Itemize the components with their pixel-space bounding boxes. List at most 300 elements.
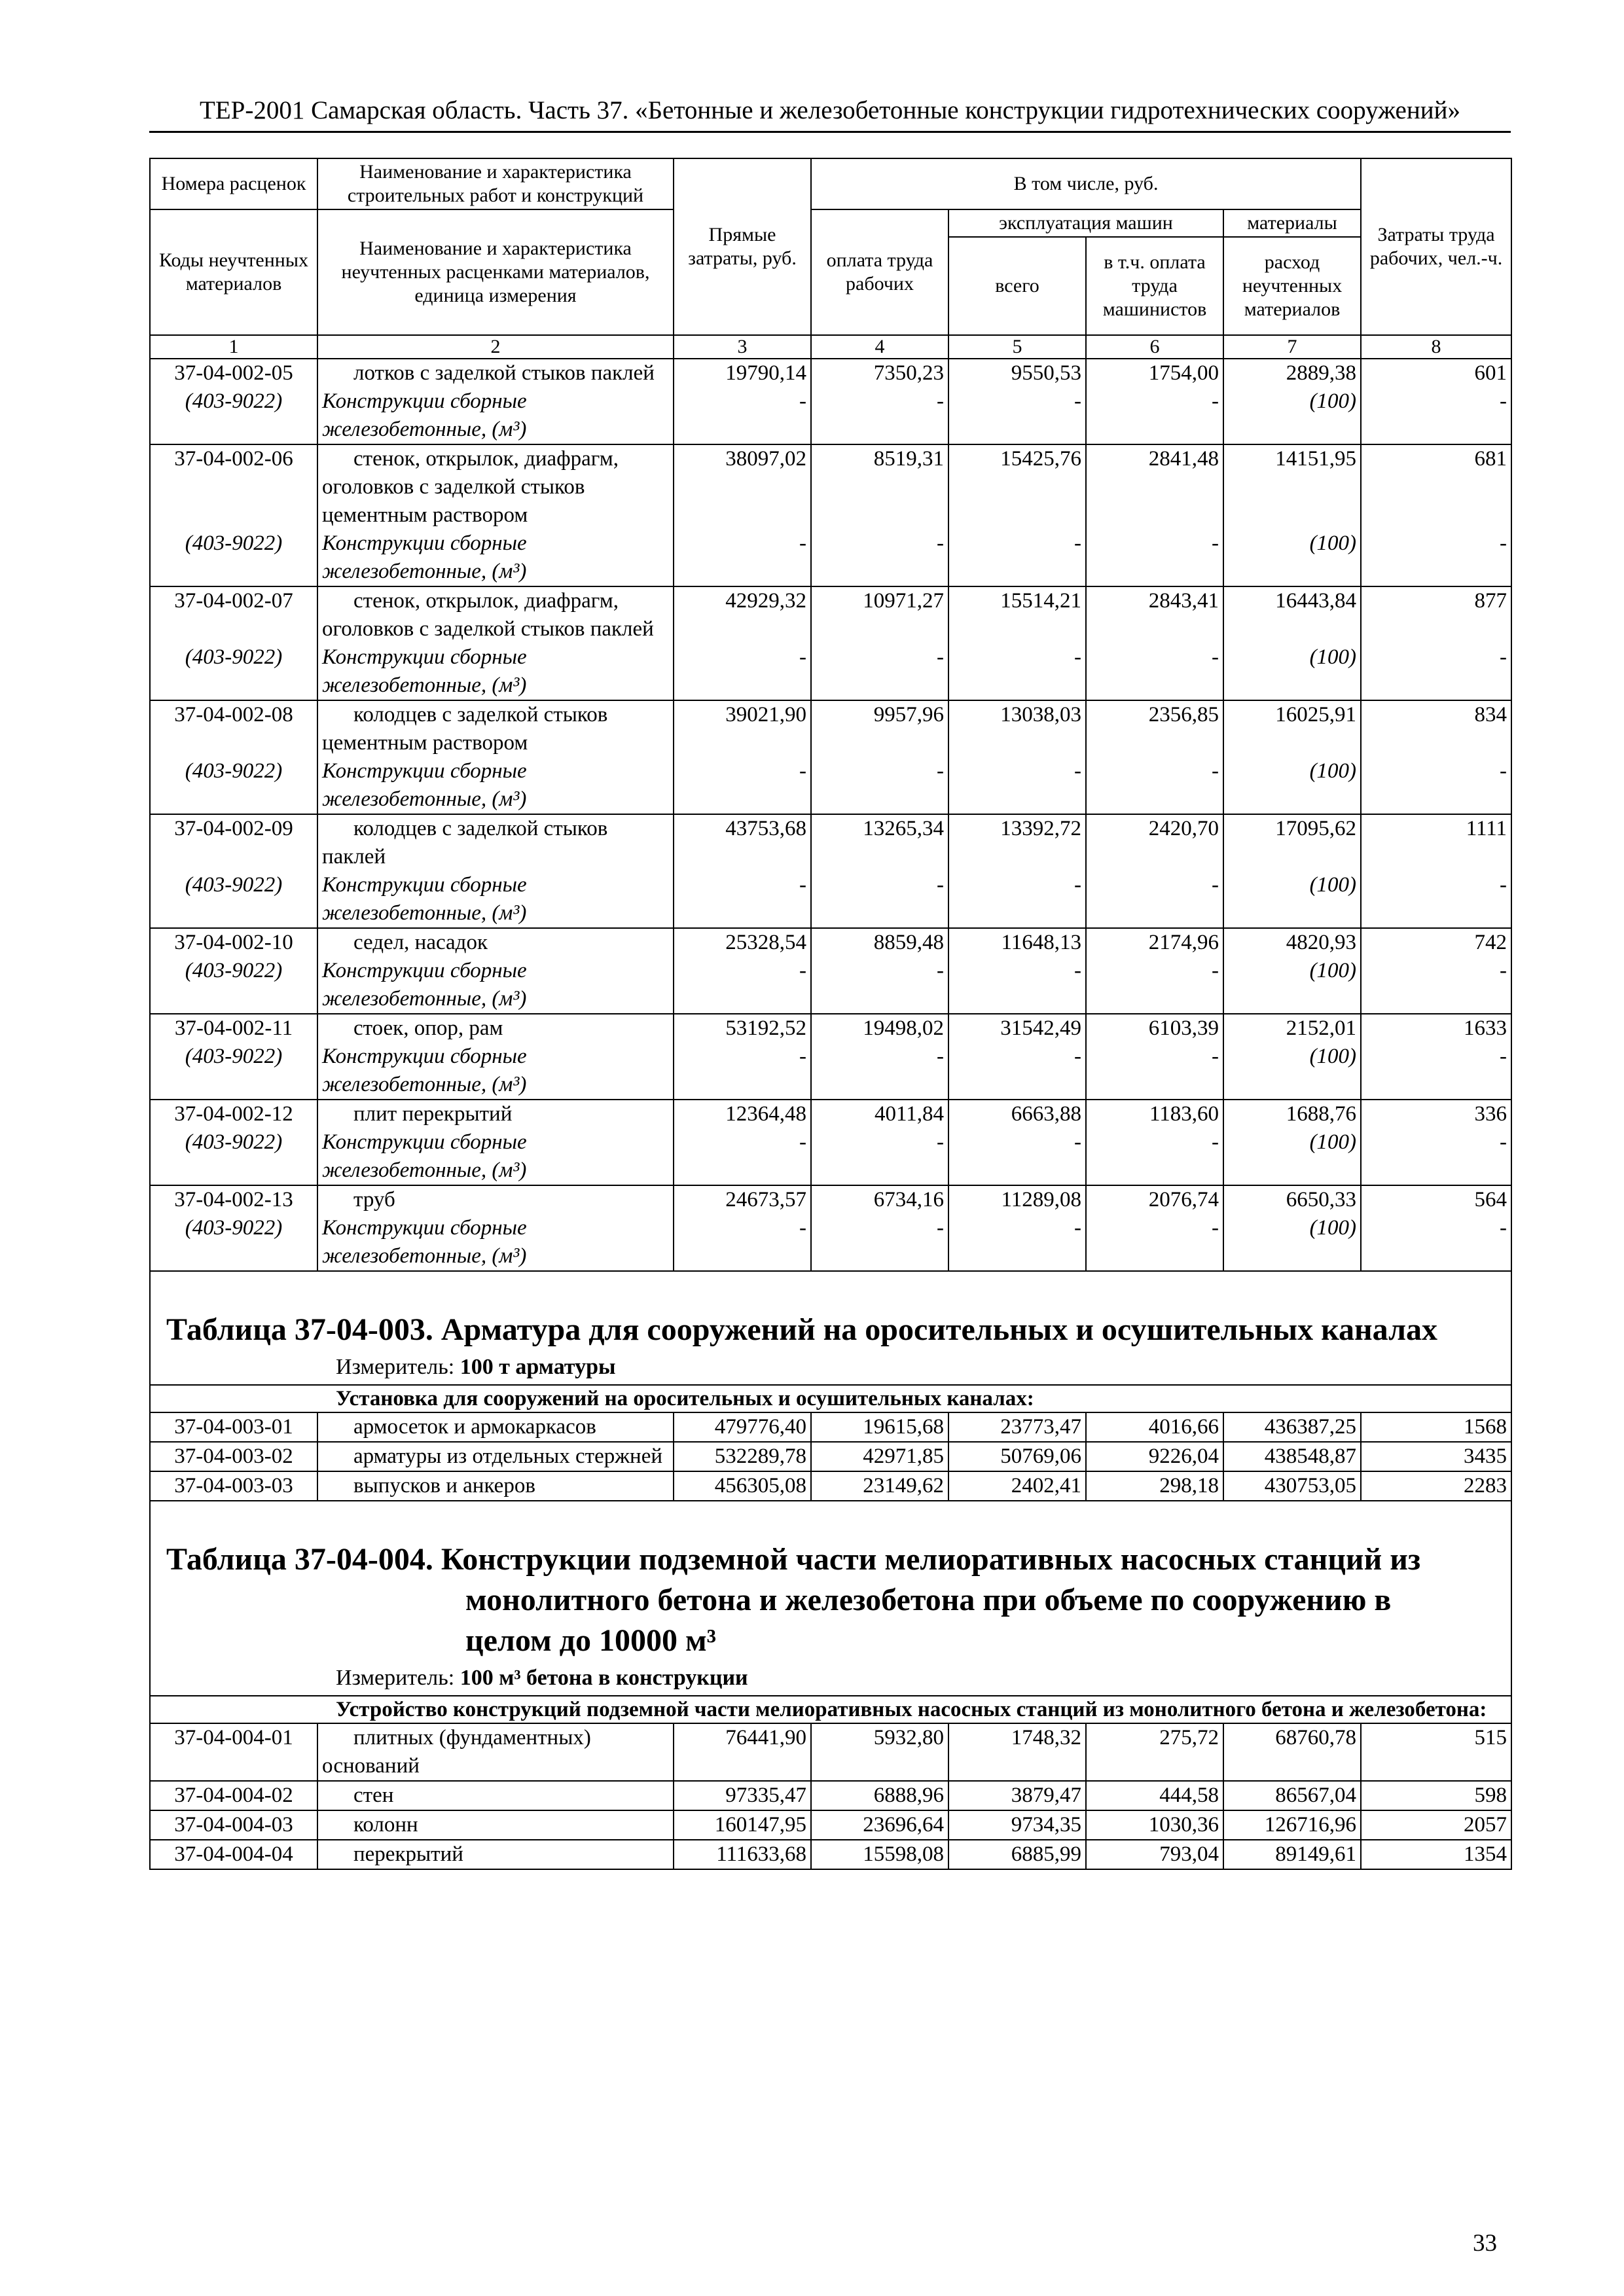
dash: - <box>1212 1130 1219 1154</box>
labor-cell <box>1361 359 1511 444</box>
direct-cost: 479776,40 <box>674 1412 811 1442</box>
wages-cell <box>811 928 948 1014</box>
direct-cost: 25328,54 <box>725 931 806 954</box>
rate-code: 37-04-002-08 <box>174 703 293 726</box>
rate-code: 37-04-002-10 <box>174 931 293 954</box>
material-quantity: (100) <box>1309 1045 1357 1068</box>
materials: 68760,78 <box>1223 1723 1361 1781</box>
labor: 1111 <box>1466 817 1507 840</box>
machinist-wages: 2174,96 <box>1148 931 1219 954</box>
table-003-heading <box>150 1271 1511 1385</box>
rate-code: 37-04-004-01 <box>150 1723 317 1781</box>
material-code: (403-9022) <box>185 1045 283 1068</box>
materials-cell <box>1223 700 1361 814</box>
material-code: (403-9022) <box>185 1130 283 1154</box>
labor: 3435 <box>1361 1442 1511 1471</box>
machines-total: 15425,76 <box>1000 447 1081 471</box>
dash: - <box>799 531 806 555</box>
header-work-name: Наименование и характеристика строительных работ и конструкций <box>317 158 674 209</box>
dash: - <box>1074 1216 1081 1240</box>
wages: 23149,62 <box>811 1471 948 1501</box>
material-quantity: (100) <box>1309 873 1357 897</box>
machinist-wages: 298,18 <box>1086 1471 1223 1501</box>
direct-cost: 456305,08 <box>674 1471 811 1501</box>
work-name: плитных (фундаментных) оснований <box>317 1723 674 1781</box>
wages: 19498,02 <box>863 1016 944 1040</box>
materials-cell <box>1223 1100 1361 1185</box>
labor: 598 <box>1361 1781 1511 1810</box>
labor: 1633 <box>1464 1016 1507 1040</box>
table-row <box>150 700 1511 814</box>
dash: - <box>1500 389 1507 413</box>
direct-cost: 53192,52 <box>725 1016 806 1040</box>
dash: - <box>1074 1130 1081 1154</box>
rate-code: 37-04-003-01 <box>150 1412 317 1442</box>
machines-total-cell <box>948 1185 1086 1271</box>
materials-cell <box>1223 928 1361 1014</box>
running-header: ТЕР-2001 Самарская область. Часть 37. «Бетонные и железобетонные конструкции гидротехнических сооружений» <box>200 96 1460 124</box>
machines-total-cell <box>948 1100 1086 1185</box>
dash: - <box>937 873 944 897</box>
material-code: (403-9022) <box>185 873 283 897</box>
materials: 2889,38 <box>1286 361 1357 385</box>
dash: - <box>1212 1045 1219 1068</box>
rates-table <box>149 158 1512 1870</box>
rate-code-cell <box>150 1185 317 1271</box>
machines-total: 6663,88 <box>1011 1102 1081 1126</box>
material-code: (403-9022) <box>185 959 283 982</box>
dash: - <box>799 1216 806 1240</box>
dash: - <box>937 759 944 783</box>
labor: 681 <box>1474 447 1507 471</box>
direct-cost: 42929,32 <box>725 589 806 613</box>
table-row <box>150 1810 1511 1840</box>
header-direct-costs: Прямые затраты, руб. <box>674 158 811 335</box>
labor-cell <box>1361 1014 1511 1100</box>
rate-code: 37-04-004-03 <box>150 1810 317 1840</box>
dash: - <box>1212 645 1219 669</box>
labor: 1568 <box>1361 1412 1511 1442</box>
machines-total-cell <box>948 814 1086 928</box>
header-machinist-wages: в т.ч. оплата труда машинистов <box>1086 237 1223 335</box>
labor: 336 <box>1474 1102 1507 1126</box>
labor: 877 <box>1474 589 1507 613</box>
table-row <box>150 1014 1511 1100</box>
work-name: колодцев с заделкой стыков паклей <box>322 817 608 869</box>
dash: - <box>799 759 806 783</box>
labor-cell <box>1361 814 1511 928</box>
direct-cost: 39021,90 <box>725 703 806 726</box>
labor: 742 <box>1474 931 1507 954</box>
machines-total-cell <box>948 359 1086 444</box>
work-name-cell <box>317 1185 674 1271</box>
machines-total: 2402,41 <box>948 1471 1086 1501</box>
machinist-wages: 9226,04 <box>1086 1442 1223 1471</box>
direct-cost: 160147,95 <box>674 1810 811 1840</box>
materials: 14151,95 <box>1275 447 1357 471</box>
material-name: Конструкции сборные железобетонные, (м³) <box>322 1045 527 1096</box>
machines-total-cell <box>948 444 1086 586</box>
materials: 436387,25 <box>1223 1412 1361 1442</box>
labor: 564 <box>1474 1188 1507 1211</box>
rate-code: 37-04-002-07 <box>174 589 293 613</box>
work-name: седел, насадок <box>353 931 488 954</box>
table-row <box>150 814 1511 928</box>
labor-cell <box>1361 1100 1511 1185</box>
machines-total: 13392,72 <box>1000 817 1081 840</box>
machinist-wages: 793,04 <box>1086 1840 1223 1869</box>
labor-cell <box>1361 586 1511 700</box>
material-code: (403-9022) <box>185 759 283 783</box>
machinist-wages-cell <box>1086 928 1223 1014</box>
machines-total: 11289,08 <box>1001 1188 1081 1211</box>
materials-cell <box>1223 1185 1361 1271</box>
table-004-section: Устройство конструкций подземной части мелиоративных насосных станций из монолитного бетона и железобетона: <box>150 1696 1511 1723</box>
rate-code-cell <box>150 1014 317 1100</box>
work-name-cell <box>317 700 674 814</box>
machinist-wages: 4016,66 <box>1086 1412 1223 1442</box>
direct-cost: 76441,90 <box>674 1723 811 1781</box>
rate-code: 37-04-002-11 <box>174 1016 293 1040</box>
rate-code-cell <box>150 700 317 814</box>
labor-cell <box>1361 700 1511 814</box>
table-004-measurer: Измеритель: 100 м³ бетона в конструкции <box>336 1666 748 1690</box>
material-quantity: (100) <box>1309 389 1357 413</box>
materials: 16025,91 <box>1275 703 1357 726</box>
machinist-wages-cell <box>1086 444 1223 586</box>
wages-cell <box>811 444 948 586</box>
direct-cost: 43753,68 <box>725 817 806 840</box>
dash: - <box>799 1045 806 1068</box>
wages: 23696,64 <box>811 1810 948 1840</box>
machinist-wages-cell <box>1086 1100 1223 1185</box>
dash: - <box>937 959 944 982</box>
machines-total: 1748,32 <box>948 1723 1086 1781</box>
wages: 8519,31 <box>873 447 944 471</box>
header-machines: эксплуатация машин <box>948 209 1223 237</box>
materials: 89149,61 <box>1223 1840 1361 1869</box>
header-machines-total: всего <box>948 237 1086 335</box>
table-row <box>150 1471 1511 1501</box>
material-code: (403-9022) <box>185 389 283 413</box>
table-003-title: Таблица 37-04-003. Арматура для сооружений на оросительных и осушительных каналах <box>166 1312 1438 1347</box>
dash: - <box>1212 759 1219 783</box>
work-name: лотков с заделкой стыков паклей <box>353 361 655 385</box>
rate-code: 37-04-002-06 <box>174 447 293 471</box>
rate-code-cell <box>150 586 317 700</box>
labor: 2283 <box>1361 1471 1511 1501</box>
machines-total: 13038,03 <box>1000 703 1081 726</box>
header-unaccounted-materials: расход неучтенных материалов <box>1223 237 1361 335</box>
machines-total: 11648,13 <box>1001 931 1081 954</box>
material-name: Конструкции сборные железобетонные, (м³) <box>322 645 527 697</box>
wages: 13265,34 <box>863 817 944 840</box>
materials-cell <box>1223 444 1361 586</box>
machinist-wages: 6103,39 <box>1148 1016 1219 1040</box>
dash: - <box>1074 873 1081 897</box>
materials: 6650,33 <box>1286 1188 1357 1211</box>
rate-code-cell <box>150 814 317 928</box>
wages: 42971,85 <box>811 1442 948 1471</box>
header-labor-costs: Затраты труда рабочих, чел.-ч. <box>1361 158 1511 335</box>
table-004-title: Таблица 37-04-004. Конструкции подземной части мелиоративных насосных станций из монолитного бетона и железобетона при объеме по сооружению в целом до 10000 м³ <box>166 1542 1421 1658</box>
materials: 1688,76 <box>1286 1102 1357 1126</box>
work-name: стен <box>317 1781 674 1810</box>
work-name: выпусков и анкеров <box>317 1471 674 1501</box>
dash: - <box>1074 759 1081 783</box>
machines-total: 9550,53 <box>1011 361 1081 385</box>
wages-cell <box>811 1100 948 1185</box>
table-row <box>150 586 1511 700</box>
material-quantity: (100) <box>1309 531 1357 555</box>
work-name-cell <box>317 586 674 700</box>
direct-cost-cell <box>674 814 811 928</box>
table-row <box>150 444 1511 586</box>
table-003-section: Установка для сооружений на оросительных и осушительных каналах: <box>150 1385 1511 1412</box>
labor-cell <box>1361 444 1511 586</box>
dash: - <box>1500 759 1507 783</box>
table-row <box>150 1412 1511 1442</box>
wages: 4011,84 <box>874 1102 944 1126</box>
wages: 6888,96 <box>811 1781 948 1810</box>
dash: - <box>937 531 944 555</box>
labor: 515 <box>1361 1723 1511 1781</box>
machinist-wages-cell <box>1086 359 1223 444</box>
material-quantity: (100) <box>1309 959 1357 982</box>
labor: 2057 <box>1361 1810 1511 1840</box>
wages-cell <box>811 814 948 928</box>
rate-code: 37-04-002-13 <box>174 1188 293 1211</box>
machines-total: 15514,21 <box>1000 589 1081 613</box>
work-name: плит перекрытий <box>353 1102 513 1126</box>
table-row <box>150 359 1511 444</box>
material-name: Конструкции сборные железобетонные, (м³) <box>322 389 527 441</box>
materials: 86567,04 <box>1223 1781 1361 1810</box>
labor-cell <box>1361 928 1511 1014</box>
machinist-wages-cell <box>1086 1185 1223 1271</box>
direct-cost: 12364,48 <box>725 1102 806 1126</box>
machinist-wages-cell <box>1086 814 1223 928</box>
work-name: армосеток и армокаркасов <box>317 1412 674 1442</box>
work-name-cell <box>317 1014 674 1100</box>
dash: - <box>1212 531 1219 555</box>
column-numbers-row: 1 2 3 4 5 6 7 8 <box>150 335 1511 359</box>
machinist-wages: 2420,70 <box>1148 817 1219 840</box>
dash: - <box>1212 1216 1219 1240</box>
rate-code-cell <box>150 1100 317 1185</box>
machinist-wages-cell <box>1086 1014 1223 1100</box>
machines-total-cell <box>948 928 1086 1014</box>
material-name: Конструкции сборные железобетонные, (м³) <box>322 759 527 811</box>
wages-cell <box>811 1185 948 1271</box>
header-materials: материалы <box>1223 209 1361 237</box>
material-name: Конструкции сборные железобетонные, (м³) <box>322 531 527 583</box>
dash: - <box>799 959 806 982</box>
machinist-wages: 2843,41 <box>1148 589 1219 613</box>
direct-cost: 111633,68 <box>674 1840 811 1869</box>
dash: - <box>1500 645 1507 669</box>
table-row <box>150 1185 1511 1271</box>
dash: - <box>1074 959 1081 982</box>
dash: - <box>1500 531 1507 555</box>
materials-cell <box>1223 814 1361 928</box>
wages: 6734,16 <box>873 1188 944 1211</box>
rate-code: 37-04-003-02 <box>150 1442 317 1471</box>
wages: 5932,80 <box>811 1723 948 1781</box>
material-name: Конструкции сборные железобетонные, (м³) <box>322 959 527 1011</box>
table-row <box>150 1840 1511 1869</box>
wages: 7350,23 <box>873 361 944 385</box>
material-quantity: (100) <box>1309 759 1357 783</box>
dash: - <box>1212 389 1219 413</box>
rate-code-cell <box>150 359 317 444</box>
material-name: Конструкции сборные железобетонные, (м³) <box>322 1130 527 1182</box>
machinist-wages-cell <box>1086 586 1223 700</box>
labor: 834 <box>1474 703 1507 726</box>
machinist-wages: 1754,00 <box>1148 361 1219 385</box>
work-name: стенок, открылок, диафрагм, оголовков с заделкой стыков паклей <box>322 589 654 641</box>
direct-cost: 97335,47 <box>674 1781 811 1810</box>
table-row <box>150 1781 1511 1810</box>
direct-cost-cell <box>674 359 811 444</box>
rate-code: 37-04-002-05 <box>174 361 293 385</box>
direct-cost: 38097,02 <box>725 447 806 471</box>
machinist-wages: 1030,36 <box>1086 1810 1223 1840</box>
machinist-wages: 444,58 <box>1086 1781 1223 1810</box>
materials: 430753,05 <box>1223 1471 1361 1501</box>
machines-total: 9734,35 <box>948 1810 1086 1840</box>
material-name: Конструкции сборные железобетонные, (м³) <box>322 873 527 925</box>
machinist-wages: 2076,74 <box>1148 1188 1219 1211</box>
materials: 126716,96 <box>1223 1810 1361 1840</box>
materials: 17095,62 <box>1275 817 1357 840</box>
work-name: перекрытий <box>317 1840 674 1869</box>
rate-code-cell <box>150 928 317 1014</box>
dash: - <box>1074 531 1081 555</box>
header-rate-numbers: Номера расценок <box>150 158 317 209</box>
header-wages: оплата труда рабочих <box>811 209 948 335</box>
direct-cost-cell <box>674 444 811 586</box>
direct-cost-cell <box>674 1100 811 1185</box>
material-code: (403-9022) <box>185 531 283 555</box>
work-name: арматуры из отдельных стержней <box>317 1442 674 1471</box>
work-name: колонн <box>317 1810 674 1840</box>
rate-code: 37-04-002-09 <box>174 817 293 840</box>
machines-total: 23773,47 <box>948 1412 1086 1442</box>
work-name: колодцев с заделкой стыков цементным раствором <box>322 703 608 755</box>
material-quantity: (100) <box>1309 1130 1357 1154</box>
machines-total-cell <box>948 1014 1086 1100</box>
wages: 8859,48 <box>873 931 944 954</box>
table-004-heading <box>150 1501 1511 1696</box>
table-003-measurer: Измеритель: 100 т арматуры <box>336 1355 616 1379</box>
direct-cost: 532289,78 <box>674 1442 811 1471</box>
materials-cell <box>1223 359 1361 444</box>
dash: - <box>1500 1130 1507 1154</box>
table-row <box>150 928 1511 1014</box>
dash: - <box>1074 1045 1081 1068</box>
wages-cell <box>811 700 948 814</box>
wages-cell <box>811 359 948 444</box>
direct-cost-cell <box>674 586 811 700</box>
dash: - <box>937 1045 944 1068</box>
labor: 601 <box>1474 361 1507 385</box>
machines-total-cell <box>948 700 1086 814</box>
rate-code: 37-04-003-03 <box>150 1471 317 1501</box>
dash: - <box>799 1130 806 1154</box>
table-row <box>150 1100 1511 1185</box>
header-including: В том числе, руб. <box>811 158 1361 209</box>
dash: - <box>1500 959 1507 982</box>
materials: 438548,87 <box>1223 1442 1361 1471</box>
wages: 9957,96 <box>873 703 944 726</box>
rate-code: 37-04-004-04 <box>150 1840 317 1869</box>
dash: - <box>1212 873 1219 897</box>
materials: 4820,93 <box>1286 931 1357 954</box>
table-row <box>150 1442 1511 1471</box>
machines-total: 31542,49 <box>1000 1016 1081 1040</box>
header-material-name: Наименование и характеристика неучтенных расценками материалов, единица измерения <box>317 209 674 335</box>
wages: 15598,08 <box>811 1840 948 1869</box>
material-quantity: (100) <box>1309 645 1357 669</box>
dash: - <box>1074 645 1081 669</box>
machines-total: 50769,06 <box>948 1442 1086 1471</box>
work-name: труб <box>353 1188 395 1211</box>
rate-code-cell <box>150 444 317 586</box>
header-rule <box>149 131 1511 133</box>
materials: 2152,01 <box>1286 1016 1357 1040</box>
material-quantity: (100) <box>1309 1216 1357 1240</box>
dash: - <box>937 1130 944 1154</box>
dash: - <box>1074 389 1081 413</box>
header-material-codes: Коды неучтенных материалов <box>150 209 317 335</box>
machines-total-cell <box>948 586 1086 700</box>
machinist-wages: 1183,60 <box>1149 1102 1219 1126</box>
machines-total: 6885,99 <box>948 1840 1086 1869</box>
rate-code: 37-04-002-12 <box>174 1102 293 1126</box>
work-name: стоек, опор, рам <box>353 1016 503 1040</box>
labor-cell <box>1361 1185 1511 1271</box>
dash: - <box>1500 1045 1507 1068</box>
dash: - <box>1500 1216 1507 1240</box>
dash: - <box>1212 959 1219 982</box>
machinist-wages-cell <box>1086 700 1223 814</box>
rate-code: 37-04-004-02 <box>150 1781 317 1810</box>
machinist-wages: 2841,48 <box>1148 447 1219 471</box>
wages: 19615,68 <box>811 1412 948 1442</box>
work-name-cell <box>317 444 674 586</box>
material-code: (403-9022) <box>185 645 283 669</box>
direct-cost-cell <box>674 1014 811 1100</box>
direct-cost: 19790,14 <box>725 361 806 385</box>
machines-total: 3879,47 <box>948 1781 1086 1810</box>
machinist-wages: 2356,85 <box>1148 703 1219 726</box>
material-code: (403-9022) <box>185 1216 283 1240</box>
work-name-cell <box>317 928 674 1014</box>
work-name-cell <box>317 814 674 928</box>
work-name-cell <box>317 1100 674 1185</box>
direct-cost-cell <box>674 928 811 1014</box>
labor: 1354 <box>1361 1840 1511 1869</box>
direct-cost-cell <box>674 700 811 814</box>
dash: - <box>1500 873 1507 897</box>
work-name-cell <box>317 359 674 444</box>
dash: - <box>799 873 806 897</box>
direct-cost: 24673,57 <box>725 1188 806 1211</box>
wages-cell <box>811 1014 948 1100</box>
dash: - <box>799 389 806 413</box>
materials-cell <box>1223 586 1361 700</box>
